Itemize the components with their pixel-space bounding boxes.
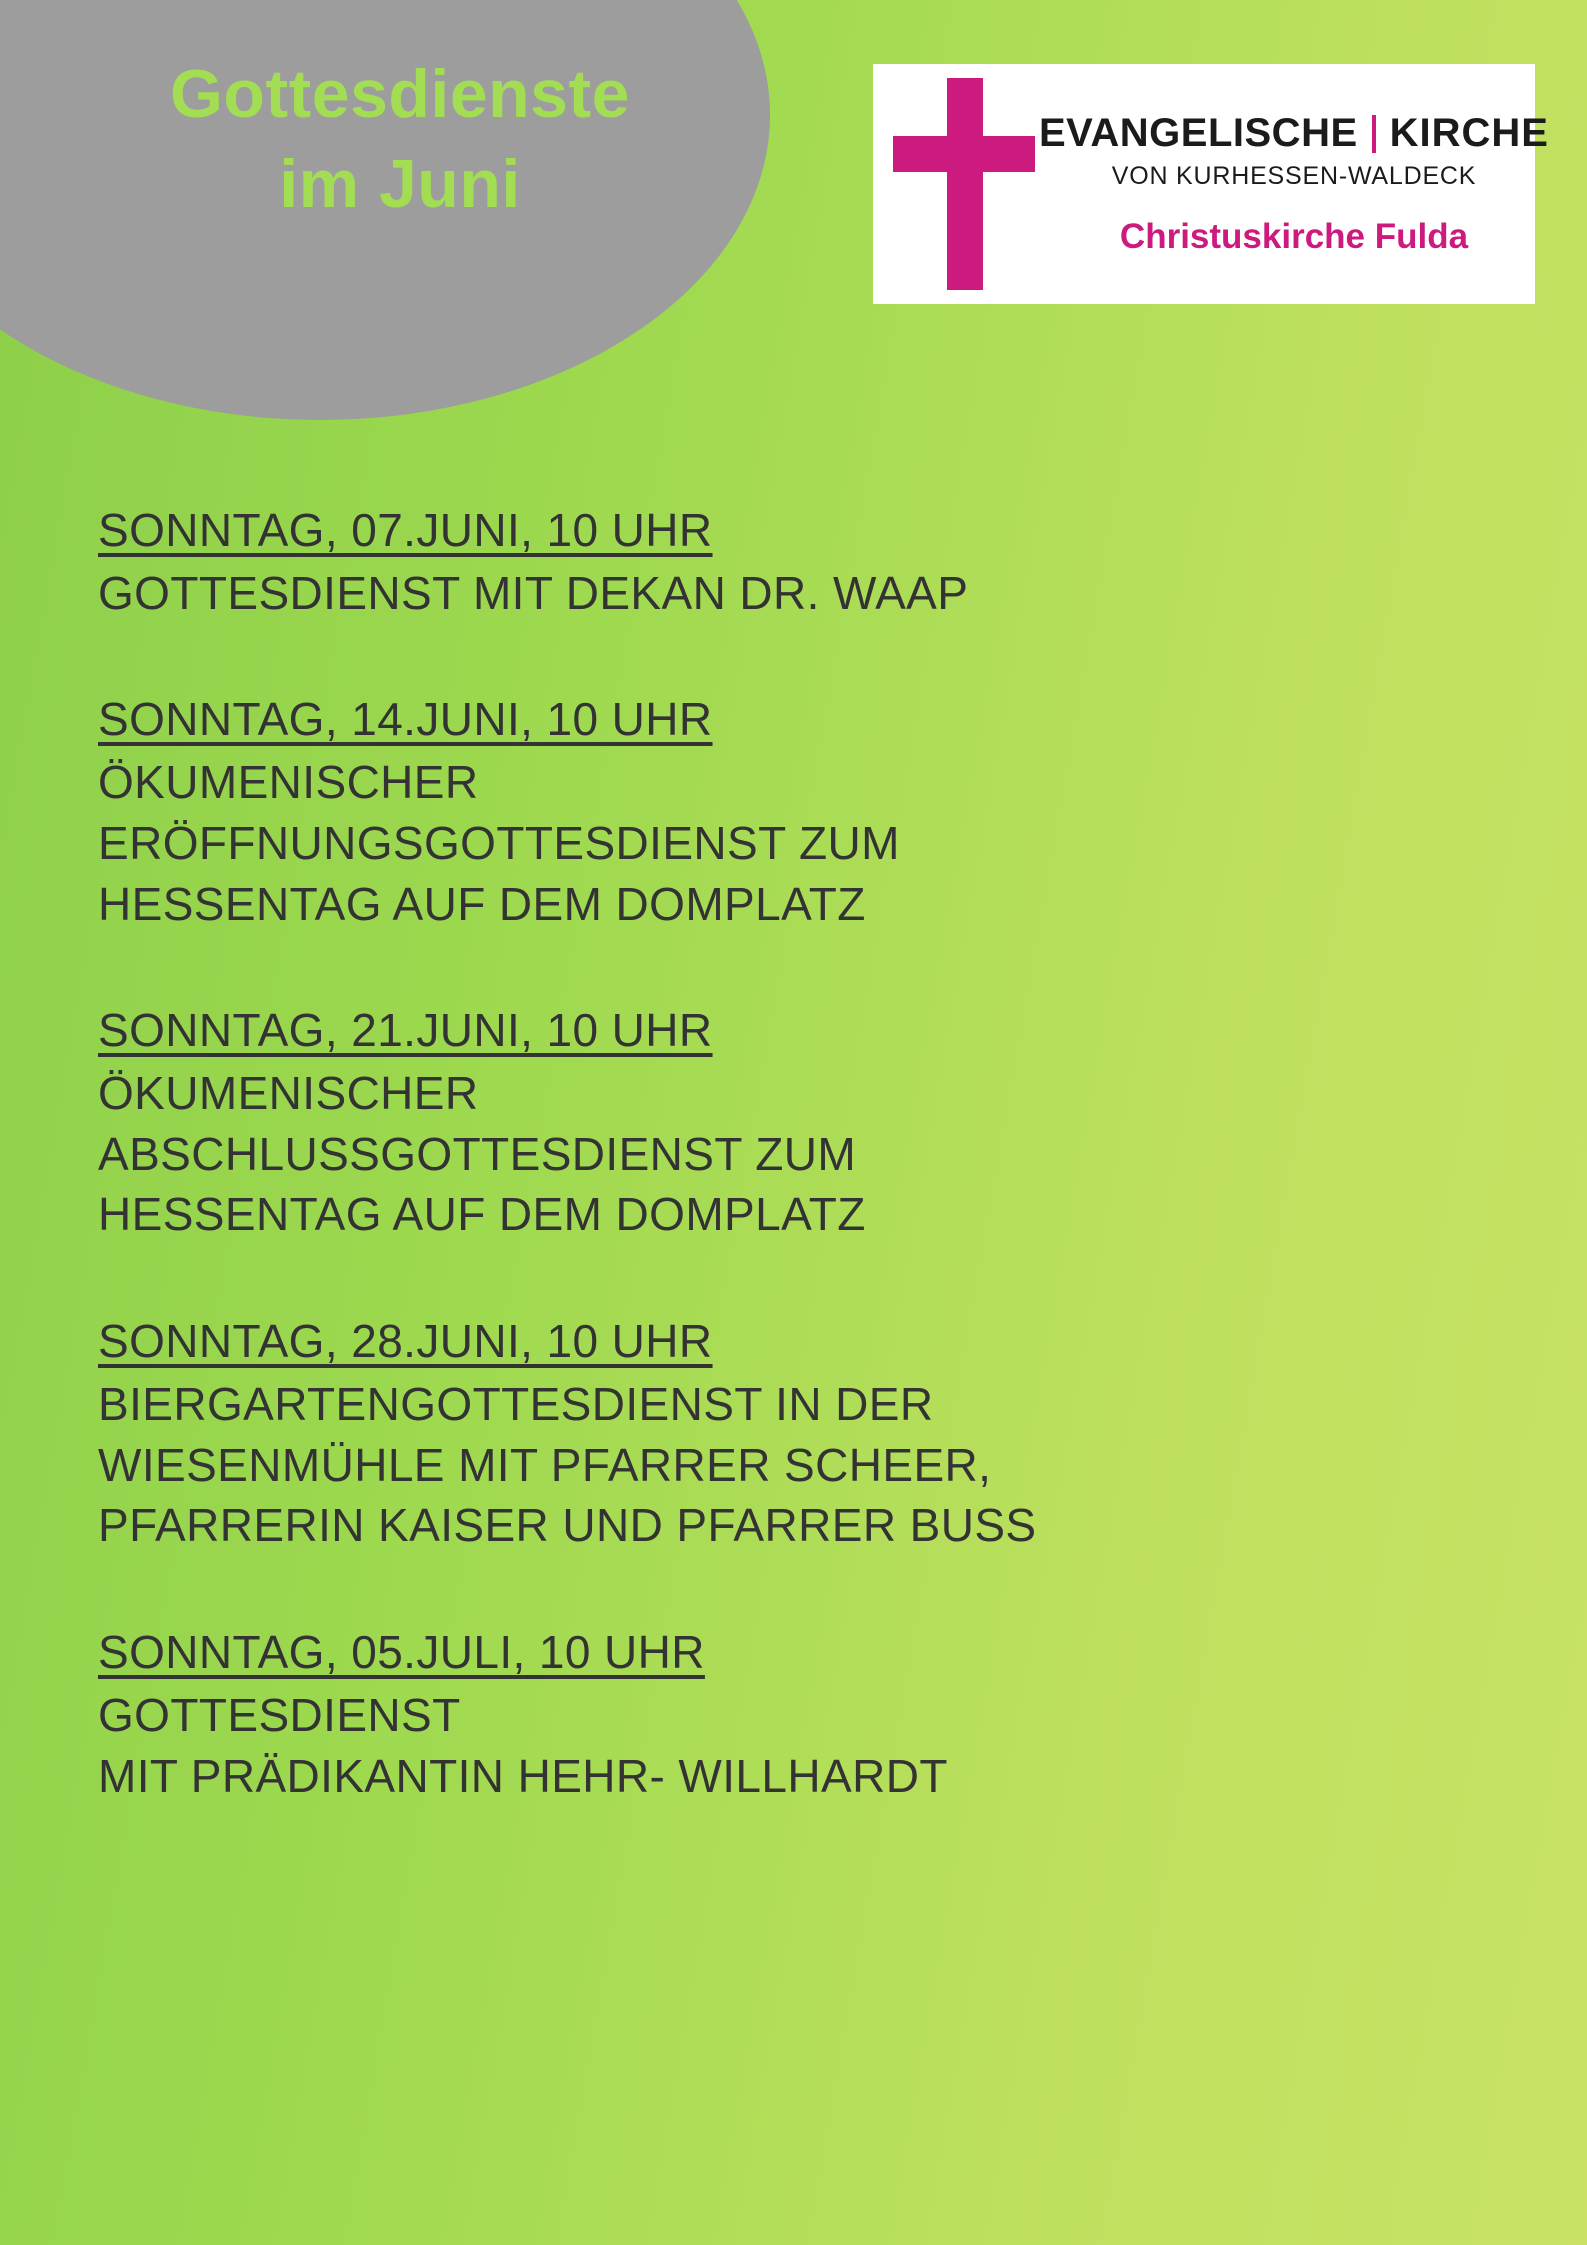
church-logo [873,64,1549,304]
page-title-line-1: Gottesdienste [170,56,630,132]
cross-icon [889,78,1039,290]
service-description-line: HESSENTAG AUF DEM DOMPLATZ [98,1188,866,1241]
logo-subtitle: VON KURHESSEN-WALDECK [1111,162,1477,190]
service-description [98,1685,1428,1806]
logo-title-row [1039,111,1549,156]
service-date: SONNTAG, 07.JUNI, 10 UHR [98,504,713,556]
service-description [98,1374,1428,1556]
service-description-line: MIT PRÄDIKANTIN HEHR- WILLHARDT [98,1749,948,1802]
service-date: SONNTAG, 28.JUNI, 10 UHR [98,1315,713,1368]
logo-parish-name: Christuskirche Fulda [1119,217,1469,256]
service-description-line: ABSCHLUSSGOTTESDIENST ZUM [98,1127,857,1180]
list-item [98,689,1428,934]
service-date: SONNTAG, 14.JUNI, 10 UHR [98,693,713,746]
list-item [98,500,1428,623]
service-description-line: WIESENMÜHLE MIT PFARRER SCHEER, [98,1438,992,1491]
service-description-line: ÖKUMENISCHER [98,1067,479,1120]
service-description-line: HESSENTAG AUF DEM DOMPLATZ [98,877,866,930]
service-description [98,752,1428,934]
list-item [98,1000,1428,1245]
service-date: SONNTAG, 05.JULI, 10 UHR [98,1626,705,1679]
list-item [98,1622,1428,1806]
page-title-line-2: im Juni [279,145,521,222]
logo-word-kirche: KIRCHE [1389,111,1549,155]
list-item [98,1311,1428,1556]
service-description [98,563,1428,624]
service-description-line: GOTTESDIENST MIT DEKAN DR. WAAP [98,566,969,619]
page-title [80,50,720,230]
service-description-line: ERÖFFNUNGSGOTTESDIENST ZUM [98,816,900,869]
service-description [98,1063,1428,1245]
service-description-line: ÖKUMENISCHER [98,756,479,809]
service-list [98,500,1428,1872]
service-description-line: PFARRERIN KAISER UND PFARRER BUSS [98,1499,1037,1552]
service-description-line: BIERGARTENGOTTESDIENST IN DER [98,1377,934,1430]
service-description-line: GOTTESDIENST [98,1688,461,1741]
cross-vertical-bar [947,78,983,290]
service-date: SONNTAG, 21.JUNI, 10 UHR [98,1004,713,1057]
cross-horizontal-bar [893,136,1035,172]
logo-separator-bar [1372,115,1376,153]
logo-text-block [1039,111,1567,257]
logo-word-evangelische: EVANGELISCHE [1039,111,1358,155]
